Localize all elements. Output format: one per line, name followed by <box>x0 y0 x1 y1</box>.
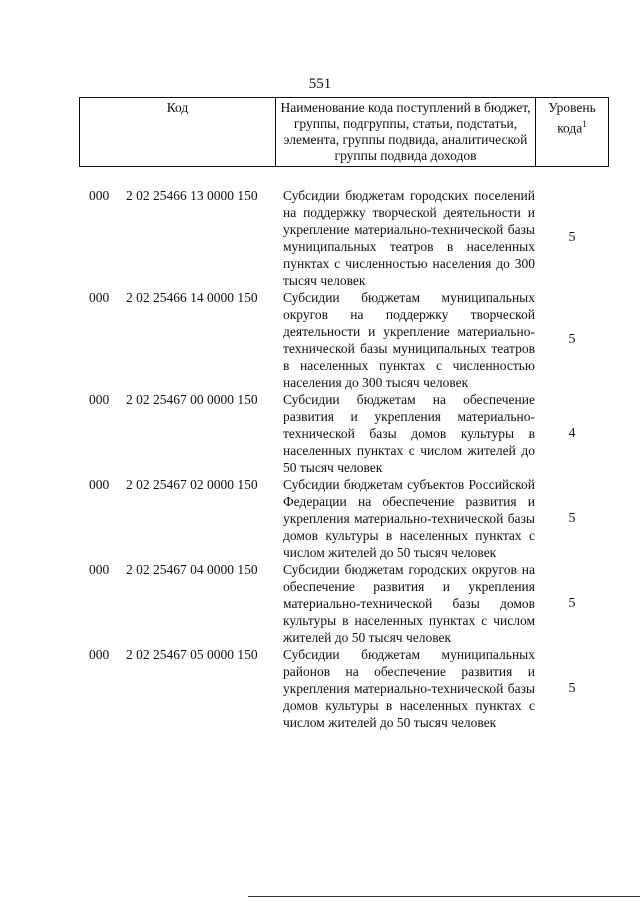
table-row <box>0 646 640 731</box>
table-header <box>79 97 609 167</box>
header-name: Наименование кода поступлений в бюджет, группы, подгруппы, статьи, подстатьи, элемента, группы подвида, аналитической группы подвида доходов <box>276 98 536 167</box>
admin-code: 000 <box>89 477 110 492</box>
table-row <box>0 561 640 646</box>
table-body <box>0 187 640 731</box>
admin-code: 000 <box>89 562 110 577</box>
revenue-code: 2 02 25466 13 0000 150 <box>126 188 258 203</box>
code-level: 4 <box>568 425 576 441</box>
code-level: 5 <box>568 510 576 526</box>
table-row <box>0 289 640 391</box>
revenue-name: Субсидии бюджетам муниципальных округов на поддержку творческой деятельности и укрепление материально-технической базы муниципальных театров в населенных пунктах с численностью населения до 300 тысяч человек <box>283 290 535 390</box>
header-code: Код <box>80 98 276 167</box>
code-level: 5 <box>568 680 576 696</box>
revenue-name: Субсидии бюджетам муниципальных районов на обеспечение развития и укрепления материально-технической базы домов культуры в населенных пунктах с числом жителей до 50 тысяч человек <box>283 647 535 730</box>
table-row <box>0 187 640 289</box>
admin-code: 000 <box>89 188 110 203</box>
revenue-name: Субсидии бюджетам на обеспечение развития и укрепления материально-технической базы домов культуры в населенных пунктах с числом жителей до 50 тысяч человек <box>283 392 535 475</box>
revenue-code: 2 02 25466 14 0000 150 <box>126 290 258 305</box>
code-level: 5 <box>568 230 576 245</box>
revenue-code: 2 02 25467 05 0000 150 <box>126 647 258 662</box>
revenue-name: Субсидии бюджетам городских округов на обеспечение развития и укрепления материально-технической базы домов культуры в населенных пунктах с числом жителей до 50 тысяч человек <box>283 562 535 645</box>
page-number: 551 <box>308 76 332 92</box>
header-level-footnote: 1 <box>582 119 587 129</box>
admin-code: 000 <box>89 647 110 662</box>
admin-code: 000 <box>89 290 110 305</box>
header-level <box>536 98 609 167</box>
table-row <box>0 476 640 561</box>
code-level: 5 <box>568 595 576 611</box>
code-level: 5 <box>568 332 576 347</box>
revenue-code: 2 02 25467 02 0000 150 <box>126 477 258 492</box>
revenue-name: Субсидии бюджетам субъектов Российской Федерации на обеспечение развития и укрепления материально-технической базы домов культуры в населенных пунктах с числом жителей до 50 тысяч человек <box>283 477 535 560</box>
admin-code: 000 <box>89 392 110 407</box>
revenue-name: Субсидии бюджетам городских поселений на поддержку творческой деятельности и укрепление материально-технической базы муниципальных театров в населенных пунктах с численностью населения до 300 тысяч человек <box>283 188 535 288</box>
header-level-label: Уровень кода <box>548 100 596 136</box>
revenue-code: 2 02 25467 00 0000 150 <box>126 392 258 407</box>
page-bottom-rule <box>248 896 640 897</box>
revenue-code: 2 02 25467 04 0000 150 <box>126 562 258 577</box>
table-row <box>0 391 640 476</box>
